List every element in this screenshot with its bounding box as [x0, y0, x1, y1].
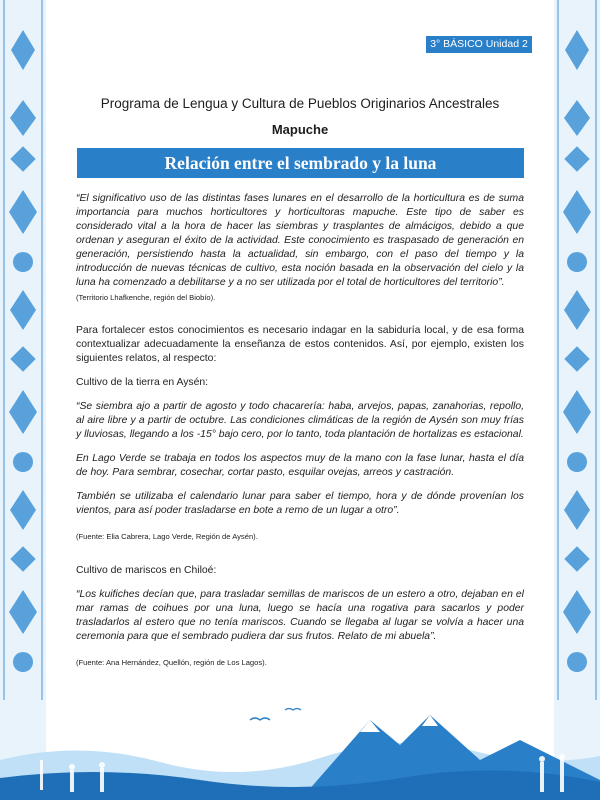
aysen-quote-1: “Se siembra ajo a partir de agosto y todo chacarería: haba, arvejos, papas, zanahorias, repollo, al aire libre y a partir de octubre. Las condiciones climáticas de la región de Aysén son muy frías y lluviosas, llegando a los -15° bajo cero, por lo tanto, toda plantación de hortalizas es estacional. [76, 401, 524, 440]
unit-badge: 3° BÁSICO Unidad 2 [426, 36, 532, 53]
intro-source: (Territorio Lhafkenche, región del Biobío). [76, 293, 216, 302]
intro-quote: “El significativo uso de las distintas fases lunares en el desarrollo de la horticultura es de suma importancia para muchos horticultores y horticultoras mapuche. Este tipo de saber es considerado vital a la hora de hacer las siembras y trasplantes de almácigos, debido a que ordenan y aseguran el éxito de la actividad. Este conocimiento es traspasado de generación en generación, persistiendo hasta la actualidad, sin embargo, con el paso del tiempo y la introducción de nuevas técnicas de cultivo, esta noción basada en la observación del cielo y la luna ha comenzado a debilitarse y a no ser utilizada por el total de horticultores del territorio”. [76, 193, 524, 288]
lesson-title: Relación entre el sembrado y la luna [77, 148, 524, 178]
people-subtitle: Mapuche [271, 122, 329, 137]
context-paragraph: Para fortalecer estos conocimientos es necesario indagar en la sabiduría local, y de esa forma contextualizar adecuadamente la enseñanza de estos contenidos. Así, por ejemplo, existen los siguientes relatos, al respecto: [76, 325, 524, 364]
aysen-source: (Fuente: Elia Cabrera, Lago Verde, Región de Aysén). [76, 532, 258, 541]
section-chiloe-heading: Cultivo de mariscos en Chiloé: [76, 565, 217, 576]
right-decorative-border [554, 0, 600, 800]
program-title: Programa de Lengua y Cultura de Pueblos Originarios Ancestrales [100, 96, 500, 111]
left-decorative-border [0, 0, 46, 800]
chiloe-source: (Fuente: Ana Hernández, Quellón, región de Los Lagos). [76, 658, 267, 667]
chiloe-quote: “Los kuifiches decían que, para trasladar semillas de mariscos de un estero a otro, dejaban en el mar ramas de coihues por una luna, luego se hacía una rogativa para sacarlos y poder trasladarlos al estero que no tenía mariscos. Cuando se llegaba al lugar se volvía a hacer una ceremonia para que el sembrado pudiera dar sus frutos. Relato de mi abuela”. [76, 589, 524, 642]
document-body [76, 192, 524, 670]
aysen-quote-3: También se utilizaba el calendario lunar para saber el tiempo, hora y de dónde provenían los vientos, para así poder trasladarse en bote a remo de un lugar a otro”. [76, 491, 524, 516]
bottom-landscape-illustration [0, 700, 600, 800]
aysen-quote-2: En Lago Verde se trabaja en todos los aspectos muy de la mano con la fase lunar, hasta el día de hoy. Para sembrar, cosechar, cortar pasto, esquilar ovejas, arreos y castración. [76, 453, 524, 478]
section-aysen-heading: Cultivo de la tierra en Aysén: [76, 377, 209, 388]
